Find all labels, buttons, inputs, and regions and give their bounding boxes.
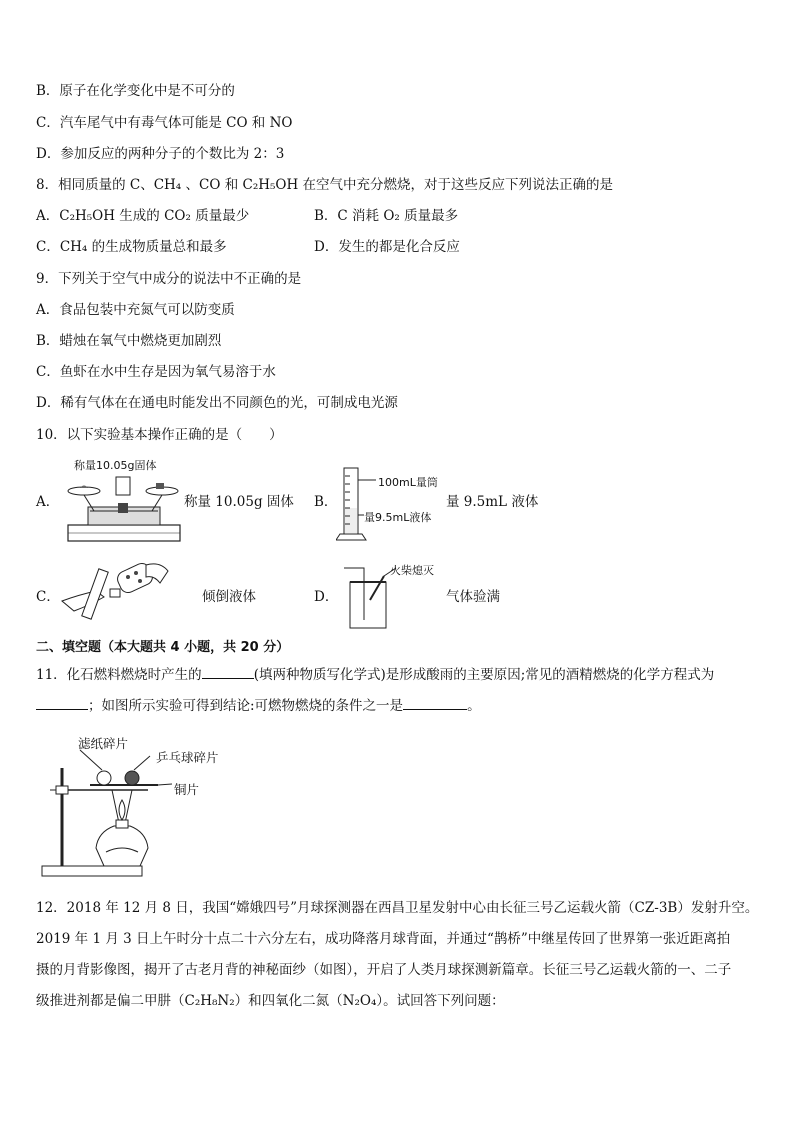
q8-stem: 8．相同质量的 C、CH₄ 、CO 和 C₂H₅OH 在空气中充分燃烧，对于这些反应下列说法正确的是 [36,177,614,193]
gas-test-figure [340,560,444,630]
label-copper: 铜片 [174,782,200,797]
q7-option-d: D．参加反应的两种分子的个数比为 2：3 [36,146,285,162]
q10-stem: 10．以下实验基本操作正确的是（ ） [36,427,283,443]
q8-option-b: B．C 消耗 O₂ 质量最多 [314,208,459,224]
q10-option-d-text: 气体验满 [446,589,500,605]
q12-line-1: 12．2018 年 12 月 8 日，我国“嫦娥四号”月球探测器在西昌卫星发射中心由长征三号乙运载火箭（CZ-3B）发射升空。 [36,900,759,916]
q11-text-part3: ；如图所示实验可得到结论:可燃物燃烧的条件之一是 [88,698,404,714]
match-label: 火柴熄灭 [390,564,434,577]
q8-option-c: C．CH₄ 的生成物质量总和最多 [36,239,227,255]
q9-option-d: D．稀有气体在在通电时能发出不同颜色的光，可制成电光源 [36,395,398,411]
q10-option-a-text: 称量 10.05g 固体 [184,494,294,510]
q9-option-b: B．蜡烛在氧气中燃烧更加剧烈 [36,333,222,349]
q11-text-part1: 11．化石燃料燃烧时产生的 [36,667,202,683]
cylinder-drawing [336,460,448,542]
q9-stem: 9．下列关于空气中成分的说法中不正确的是 [36,271,302,287]
q12-line-2: 2019 年 1 月 3 日上午时分十点二十六分左右，成功降落月球背面，并通过“鹊桥”中继星传回了世界第一张近距离拍 [36,931,731,947]
section-2-heading: 二、填空题（本大题共 4 小题，共 20 分） [36,640,290,655]
q10-option-d-letter: D． [314,589,339,605]
pouring-drawing [60,555,170,625]
q8-option-a: A．C₂H₅OH 生成的 CO₂ 质量最少 [36,208,250,224]
q12-line-4: 级推进剂都是偏二甲肼（C₂H₈N₂）和四氧化二氮（N₂O₄）。试回答下列问题： [36,993,505,1009]
q11-text-part4: 。 [467,698,481,714]
q10-option-c-text: 倾倒液体 [202,589,256,605]
q8-option-d: D．发生的都是化合反应 [314,239,460,255]
cylinder-label-bottom: 量9.5mL液体 [364,511,432,524]
q10-option-a-letter: A． [36,494,60,510]
q11-line-1 [36,666,714,684]
q11-text-part2: (填两种物质写化学式)是形成酸雨的主要原因;常见的酒精燃烧的化学方程式为 [253,667,715,683]
q7-option-c: C．汽车尾气中有毒气体可能是 CO 和 NO [36,115,293,131]
q10-option-b-letter: B． [314,494,338,510]
balance-figure [60,455,185,547]
q12-line-3: 摄的月背影像图，揭开了古老月背的神秘面纱（如图），开启了人类月球探测新篇章。长征三号乙运载火箭的一、二子 [36,962,732,978]
q11-blank-1[interactable] [202,666,254,679]
q10-option-c-letter: C． [36,589,60,605]
pouring-figure [60,555,170,625]
q9-option-c: C．鱼虾在水中生存是因为氧气易溶于水 [36,364,276,380]
q9-option-a: A．食品包装中充氮气可以防变质 [36,302,235,318]
label-filter-paper: 滤纸碎片 [78,736,129,751]
q7-option-b: B．原子在化学变化中是不可分的 [36,83,235,99]
q10-option-b-text: 量 9.5mL 液体 [446,494,539,510]
cylinder-label-top: 100mL量筒 [378,476,438,489]
q11-blank-2[interactable] [36,697,88,710]
combustion-figure [40,728,250,880]
q11-blank-3[interactable] [403,697,467,710]
q11-line-2 [36,697,481,715]
label-pingpong: 乒乓球碎片 [156,750,219,765]
balance-figure-label: 称量10.05g固体 [74,459,157,472]
cylinder-figure [336,460,448,542]
